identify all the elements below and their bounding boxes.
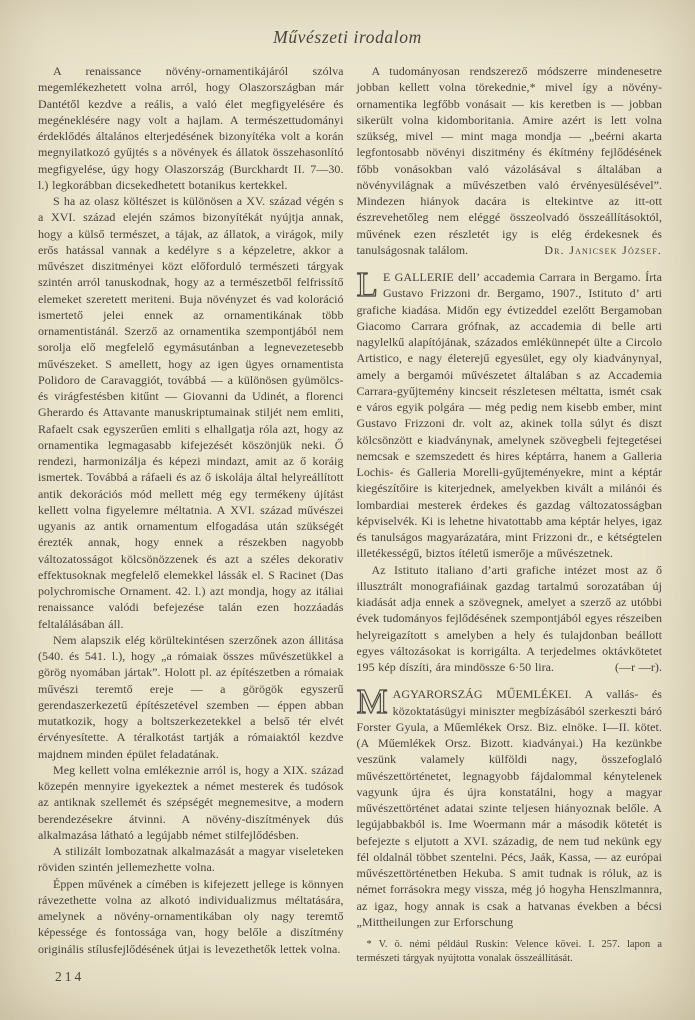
signature-text: Dr. Janicsek József. — [544, 242, 662, 257]
paragraph: Éppen művének a címében is kifejezett jellege is könnyen rávezethette volna az alkotó individualizmus méltatására, amelynek a növény-ornamentikában oly nagy teremtő képessége és fontossága van, hogy belőle a diszítmény originális stílusfejlődésének útjai is levezethetők lettek volna. — [38, 876, 344, 956]
paragraph: A stilizált lombozatnak alkalmazását a magyar viseleteken röviden szintén jellemezhette volna. — [38, 844, 344, 875]
two-column-layout — [0, 63, 695, 965]
page-number: 214 — [55, 969, 85, 984]
paragraph: Az Istituto italiano d’arti grafiche intézet most az ő illusztrált monografiáinak gazdag tartalmú sorozatában új kiadását adja ennek a szövegnek, amelyet a szerző az utóbbi évek tudományos fejlődésének szempontjából egyes részeiben helyreigazított s amelyben a hely és tulajdonban beállott egyes változásokat is korrigálta. A terjedelmes oktávkötetet 195 kép díszíti, ára mindössze 6·50 lira. — [356, 562, 662, 674]
page-header: Művészeti irodalom — [273, 27, 422, 47]
paragraph: Meg kellett volna emlékeznie arról is, hogy a XIX. század közepén mennyire igyekeztek a német mesterek és tudósok az antiknak szellemét és szépségét megnemesitve, a modern berendezésekre átvinni. A növény-diszítmények dús alkalmazása látható a legújabb német stilfejlődésben. — [38, 762, 344, 842]
review-section — [356, 682, 663, 930]
left-column — [38, 63, 344, 965]
right-column — [357, 63, 663, 965]
dropcap-letter: L — [356, 265, 378, 304]
dropcap-letter: M — [356, 682, 388, 722]
review-section — [356, 265, 663, 562]
review-text: AGYARORSZÁG MŰEMLÉKEI. A vallás- és közoktatásügyi miniszter megbízásából szerkeszti báró Forster Gyula, a Műemlékek Orsz. Biz. elnöke. I—II. kötet. (A Műemlékek Orsz. Bizott. kiadványai.) Ha kezünkbe veszünk valamely külföldi nagy, összefoglaló művészettörténetet, legnagyobb fájdalommal kénytelenek vagyunk újra és újra konstatálni, hogy a magyar művészettörténet adatai szinte teljesen hiányoznak belőle. A legújabbakból is. Ime Woermann már a második kötetét is befejezte s eljutott a XVI. századig, de nem tud nekünk egy fél oldalnál többet szentelni. Pécs, Jaák, Kassa, — az európai művészettörténetben Hekuba. S amit tudnak is róluk, az is német forrásokra megy vissza, még jó hogyha Henszlmannra, az igaz, hogy annak is csak a hatvanas években a bécsi „Mittheilungen zur Erforschung — [356, 687, 662, 929]
review-text: E GALLERIE dell’ accademia Carrara in Bergamo. Írta Gustavo Frizzoni dr. Bergamo, 1907., Istituto d’ arti grafiche kiadása. Midőn egy évtizeddel ezelőtt Bergamoban Giacomo Carrara grófnak, az accademia di belle arti nagylelkű alapítójának, százados emlékünnepét ülte a Circolo Artistico, e nagy életerejű egyesület, egy oly kiadványnyal, amely a bergamói művészetet általában s az Accademia Carrara-gyűjtemény kincseit részletesen méltatta, ismét csak e város egyik polgára — még pedig nem kisebb ember, mint Gustavo Frizzoni dr. volt az, akinek tolla súlyt és diszt kölcsönzött e kiadványnak, amelynek szövegbeli fejtegetései nemcsak e szemszedett és hires képtárra, hanem a Galleria Lochis- és Galleria Morelli-gyűjteményekre, mint a képtár kiegészítőire is kiterjednek, amelyekben kivált a milánói és lombardiai mesterek érdekes és gazdag változatosságban képviselvék. Ki is lehetne hivatottabb ama képtár helyes, igaz és tanulságos magyarázatára, mint Frizzoni dr., e kétségtelen illetékességű, biztos ítéletű ismerője a művészetnek. — [356, 270, 662, 561]
paragraph: Nem alapszik elég körültekintésen szerzőnek azon állitása (540. és 541. l.), hogy „a rómaiak összes művészetükkel a görög nyomában jártak”. Holott pl. az építészetben a rómaiak művészi teremtő ereje — a görögök egyszerű gerendaszerkezetű építészetével szemben — éppen abban mutatkozik, hogy a boltszerkezetekkel a belső tér elvét érvényesítette. A téralkotást tartják a rómaiaktól kezdve majdnem minden épület feladatának. — [38, 632, 344, 761]
paragraph: S ha az olasz költészet is különösen a XV. század végén s a XVI. század elején számos bizonyítékát nyújtja annak, hogy a külső természet, a tájak, az állatok, a virágok, mily erős hatással vannak a kedélyre s a képzeletre, akkor a művészet diszitményei közt előforduló természeti tárgyak szintén arról tanuskodnak, hogy az a természetből felfrissítő elemeket szeretett meriteni. Buja növényzet és vad koloráció ismertető jelei ennek az ornamentikának több ornamentistánál. Szerző az ornamentika szempontjából nem sorolja elő megfelelő egymásutánban a legnevezetesebb művészeket. S amellett, hogy az igen ügyes ornamentista Polidoro de Caravaggiót, továbbá — a különösen gyümölcs- és virágfestésben kitűnt — Giovanni da Udinét, a florenci Gherardo és Attavante manuskriptumainak stiljét nem emliti, Rafaelt csak egyszerűen emliti s elhallgatja róla azt, hogy az ornamentika legmagasabb kifejezését köszönjük neki. Ő rendezi, harmonizálja és képezi mindazt, amit az ő koráig ismertek. Továbbá a ráfaeli és az ő iskolája által helyreállított antik dekorációs mód mellett még egy termékeny újítást kellett volna figyelemre méltatnia. A XVI. század művészei ugyanis az antik ornamentum elfogadása után szükségét érezték annak, hogy ennek a részekben nagyobb változatosságot kölcsönözzenek és azt a széles dekorativ effektusoknak megfelelő elemekkel lássák el. S Racinet (Das polychromische Ornament. 42. l.) azt mondja, hogy az itáliai renaissance valódi befejezése talán ezen hozzáadás feltalálásában áll. — [38, 194, 344, 631]
footnote: * V. ö. némi például Ruskin: Velence kövei. I. 257. lapon a természeti tárgyak nyújtotta vonalak összeállítását. — [356, 939, 662, 964]
paragraph: A renaissance növény-ornamentikájáról szólva megemlékezhetett volna arról, hogy Olaszországban már Dantétől kezdve a reális, a való élet megfigyelésére és megéneklésére nagy volt a hajlam. A természettudományi érdeklődés általános elterjedésének bizonyítéka volt a korán megnyilatkozó gyűjtés s a növények és állatok összehasonlító megfigyelése, úgy hogy Olaszország (Burckhardt II. 7—30. l.) legkorábban dicsekedhetett botanikus kertekkel. — [38, 64, 344, 192]
signature-text: (—r —r). — [615, 660, 662, 674]
paragraph: A tudományosan rendszerező módszerre mindenesetre jobban kellett volna törekednie,* mivel így a növény-ornamentika legfőbb vonásait — kis keretben is — jobban sikerült volna kidomboritania. Amire azért is lett volna szükség, mivel — mint maga mondja — „beérni akarta legfontosabb növényi diszitmény és ékítmény fejlődésének főbb vonásokban való vázolásával s általában a növényvilágnak a művészetben való érvényesülésével”. Mindezen hiányok dacára is eltekintve az itt-ott észrevehetőleg nem eléggé összeolvadó összeállításoktól, művének ezen részletét igy is elég érdekesnek és tanulságosnak találom. — [356, 64, 662, 257]
